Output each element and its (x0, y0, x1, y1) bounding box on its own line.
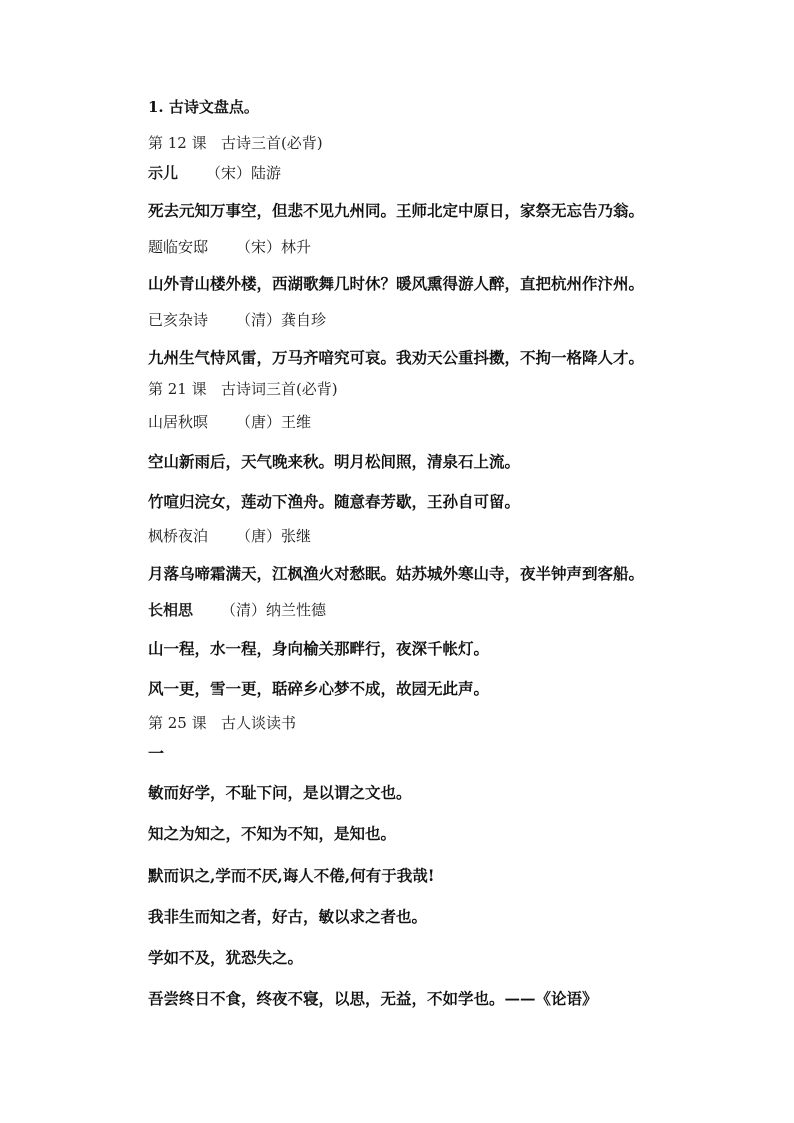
poem-title-fengqiao (148, 529, 311, 544)
poem-line-changxiangsi-2: 风一更，雪一更，聒碎乡心梦不成，故园无此声。 (148, 679, 490, 698)
section-heading: 1. 古诗文盘点。 (148, 98, 259, 116)
poem-line-shanju-1: 空山新雨后，天气晚来秋。明月松间照，清泉石上流。 (148, 452, 521, 471)
poem-title-shanju (148, 415, 311, 430)
poem-title-changxiangsi (148, 603, 326, 618)
lesson-title: 古诗三首(必背) (220, 134, 323, 152)
poem-author: （宋）陆游 (206, 164, 282, 182)
lesson-label: 第 12 课 (148, 134, 207, 152)
lesson-12-header (148, 136, 323, 151)
reading-line-2: 知之为知之，不知为不知，是知也。 (148, 824, 397, 843)
poem-line-shanju-2: 竹喧归浣女，莲动下渔舟。随意春芳歇，王孙自可留。 (148, 492, 521, 511)
poem-title: 山居秋暝 (148, 413, 209, 431)
poem-author: （清）纳兰性德 (221, 601, 327, 619)
poem-line-changxiangsi-1: 山一程，水一程，身向榆关那畔行，夜深千帐灯。 (148, 639, 490, 658)
reading-line-5: 学如不及，犹恐失之。 (148, 948, 304, 967)
lesson-21-header (148, 382, 338, 397)
poem-title: 题临安邸 (148, 238, 209, 256)
poem-text-tilinan: 山外青山楼外楼，西湖歌舞几时休？暖风熏得游人醉，直把杭州作汴州。 (148, 274, 645, 293)
poem-text-fengqiao: 月落乌啼霜满天，江枫渔火对愁眠。姑苏城外寒山寺，夜半钟声到客船。 (148, 564, 645, 583)
lesson-title: 古人谈读书 (220, 714, 296, 732)
reading-line-1: 敏而好学，不耻下问，是以谓之文也。 (148, 783, 412, 802)
poem-author: （清）龚自珍 (236, 311, 327, 329)
poem-text-jihai: 九州生气恃风雷，万马齐喑究可哀。我劝天公重抖擞，不拘一格降人才。 (148, 348, 645, 367)
reading-line-6: 吾尝终日不食，终夜不寝，以思，无益，不如学也。——《论语》 (148, 989, 598, 1008)
lesson-25-header (148, 716, 296, 731)
poem-title: 示儿 (148, 164, 179, 182)
poem-title: 枫桥夜泊 (148, 527, 209, 545)
poem-title: 已亥杂诗 (148, 311, 209, 329)
poem-text-shier: 死去元知万事空，但悲不见九州同。王师北定中原日，家祭无忘告乃翁。 (148, 201, 645, 220)
poem-title-shier (148, 166, 281, 181)
poem-author: （宋）林升 (236, 238, 312, 256)
poem-title-tilinan (148, 240, 311, 255)
lesson-title: 古诗词三首(必背) (220, 380, 338, 398)
section-mark: 一 (148, 744, 165, 763)
poem-author: （唐）张继 (236, 527, 312, 545)
lesson-label: 第 25 课 (148, 714, 207, 732)
poem-title-jihai (148, 313, 326, 328)
poem-author: （唐）王维 (236, 413, 312, 431)
reading-line-3: 默而识之,学而不厌,诲人不倦,何有于我哉! (148, 866, 435, 885)
reading-line-4: 我非生而知之者，好古，敏以求之者也。 (148, 907, 428, 926)
poem-title: 长相思 (148, 601, 194, 619)
lesson-label: 第 21 课 (148, 380, 207, 398)
